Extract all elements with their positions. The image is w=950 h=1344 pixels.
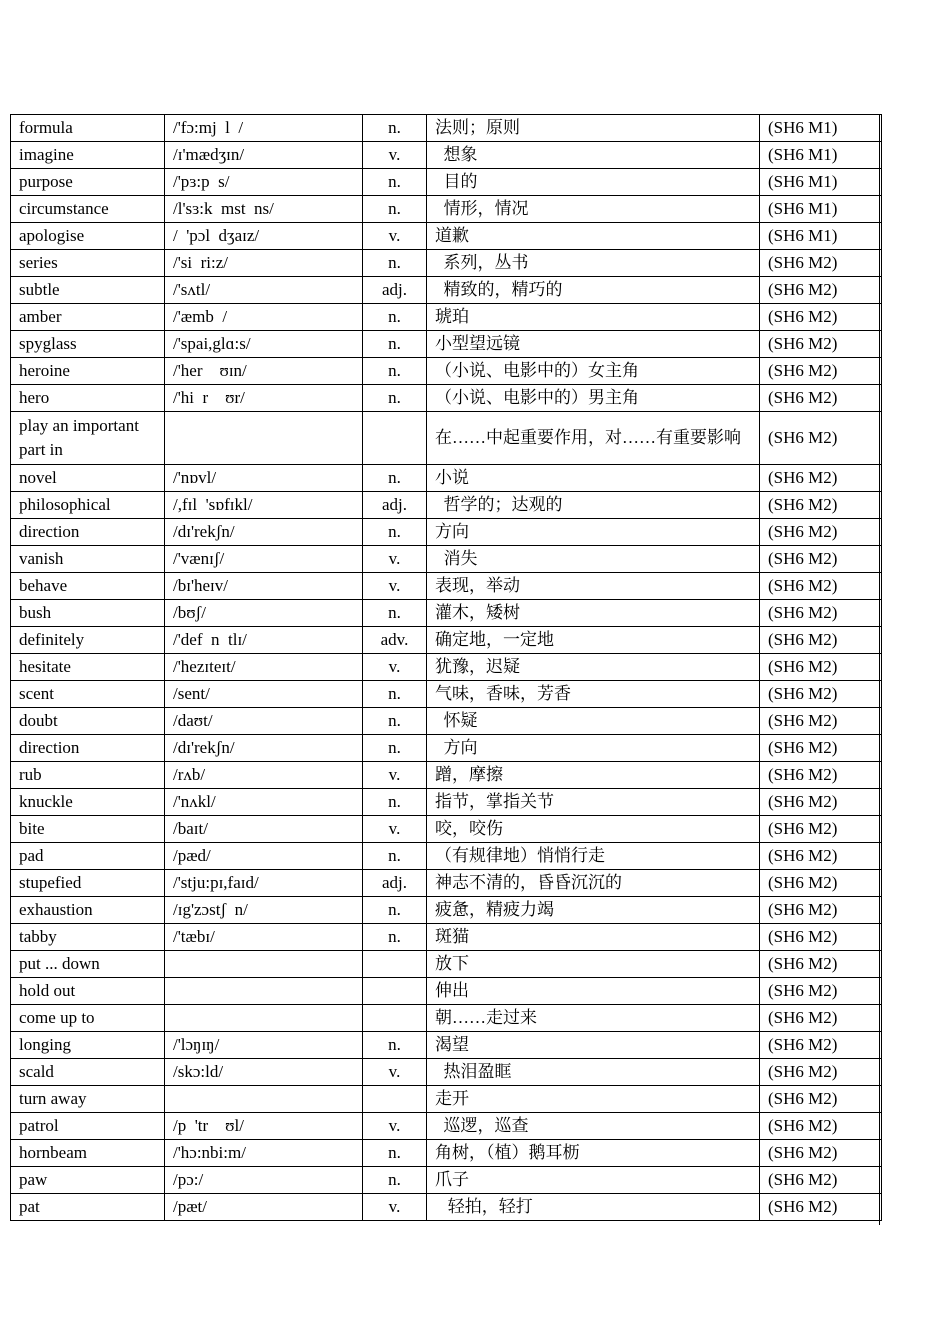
meaning-cell: 气味，香味，芳香 — [427, 681, 760, 708]
part-of-speech-cell — [363, 1005, 427, 1032]
word-cell: pat — [11, 1194, 165, 1221]
phonetic-cell: /'spai,glɑ:s/ — [165, 331, 363, 358]
meaning-cell: 想象 — [427, 142, 760, 169]
phonetic-cell: /l'sɜ:k mst ns/ — [165, 196, 363, 223]
source-cell: (SH6 M2) — [760, 1167, 882, 1194]
meaning-cell: 巡逻，巡查 — [427, 1113, 760, 1140]
source-cell: (SH6 M2) — [760, 627, 882, 654]
part-of-speech-cell: v. — [363, 816, 427, 843]
meaning-cell: 在……中起重要作用，对……有重要影响 — [427, 412, 760, 465]
source-cell: (SH6 M2) — [760, 1140, 882, 1167]
phonetic-cell: /pæt/ — [165, 1194, 363, 1221]
table-row — [11, 519, 882, 546]
source-cell: (SH6 M2) — [760, 951, 882, 978]
part-of-speech-cell: n. — [363, 385, 427, 412]
source-cell: (SH6 M1) — [760, 169, 882, 196]
word-cell: stupefied — [11, 870, 165, 897]
table-row — [11, 1005, 882, 1032]
source-cell: (SH6 M2) — [760, 304, 882, 331]
phonetic-cell: / 'pɔl dʒaɪz/ — [165, 223, 363, 250]
word-cell: bush — [11, 600, 165, 627]
phonetic-cell: /baɪt/ — [165, 816, 363, 843]
phonetic-cell: /ɪg'zɔstʃ n/ — [165, 897, 363, 924]
part-of-speech-cell: n. — [363, 519, 427, 546]
part-of-speech-cell: adj. — [363, 870, 427, 897]
phonetic-cell: /'nɒvl/ — [165, 465, 363, 492]
part-of-speech-cell — [363, 1086, 427, 1113]
table-row — [11, 358, 882, 385]
table-row — [11, 600, 882, 627]
part-of-speech-cell — [363, 951, 427, 978]
source-cell: (SH6 M2) — [760, 277, 882, 304]
table-row — [11, 924, 882, 951]
table-row — [11, 331, 882, 358]
table-row — [11, 492, 882, 519]
source-cell: (SH6 M2) — [760, 1194, 882, 1221]
word-cell: scent — [11, 681, 165, 708]
source-cell: (SH6 M1) — [760, 196, 882, 223]
part-of-speech-cell: v. — [363, 654, 427, 681]
table-row — [11, 277, 882, 304]
part-of-speech-cell: adv. — [363, 627, 427, 654]
table-row — [11, 115, 882, 142]
word-cell: philosophical — [11, 492, 165, 519]
source-cell: (SH6 M2) — [760, 735, 882, 762]
phonetic-cell: /ɪ'mædʒɪn/ — [165, 142, 363, 169]
part-of-speech-cell: n. — [363, 789, 427, 816]
phonetic-cell: /'hɔ:nbi:m/ — [165, 1140, 363, 1167]
source-cell: (SH6 M2) — [760, 519, 882, 546]
word-cell: direction — [11, 735, 165, 762]
word-cell: tabby — [11, 924, 165, 951]
word-cell: hero — [11, 385, 165, 412]
meaning-cell: 犹豫，迟疑 — [427, 654, 760, 681]
phonetic-cell: /'pɜ:p s/ — [165, 169, 363, 196]
part-of-speech-cell: v. — [363, 1059, 427, 1086]
source-cell: (SH6 M2) — [760, 708, 882, 735]
table-row — [11, 1059, 882, 1086]
table-row — [11, 1140, 882, 1167]
word-cell: purpose — [11, 169, 165, 196]
word-cell: behave — [11, 573, 165, 600]
word-cell: hesitate — [11, 654, 165, 681]
meaning-cell: （小说、电影中的）男主角 — [427, 385, 760, 412]
word-cell: scald — [11, 1059, 165, 1086]
table-row — [11, 1194, 882, 1221]
part-of-speech-cell: n. — [363, 358, 427, 385]
table-row — [11, 142, 882, 169]
meaning-cell: 放下 — [427, 951, 760, 978]
vocabulary-table-body — [11, 115, 882, 1221]
word-cell: heroine — [11, 358, 165, 385]
part-of-speech-cell: n. — [363, 1167, 427, 1194]
word-cell: pad — [11, 843, 165, 870]
meaning-cell: 琥珀 — [427, 304, 760, 331]
part-of-speech-cell: n. — [363, 681, 427, 708]
phonetic-cell: /daʊt/ — [165, 708, 363, 735]
word-cell: bite — [11, 816, 165, 843]
part-of-speech-cell: n. — [363, 250, 427, 277]
source-cell: (SH6 M2) — [760, 1005, 882, 1032]
meaning-cell: 哲学的；达观的 — [427, 492, 760, 519]
part-of-speech-cell: n. — [363, 196, 427, 223]
meaning-cell: 轻拍，轻打 — [427, 1194, 760, 1221]
source-cell: (SH6 M2) — [760, 762, 882, 789]
meaning-cell: 确定地，一定地 — [427, 627, 760, 654]
phonetic-cell: /pɔ:/ — [165, 1167, 363, 1194]
phonetic-cell: /'her ʊɪn/ — [165, 358, 363, 385]
table-row — [11, 465, 882, 492]
table-row — [11, 870, 882, 897]
phonetic-cell: /'æmb / — [165, 304, 363, 331]
word-cell: paw — [11, 1167, 165, 1194]
source-cell: (SH6 M2) — [760, 412, 882, 465]
word-cell: apologise — [11, 223, 165, 250]
table-row — [11, 304, 882, 331]
meaning-cell: 系列，丛书 — [427, 250, 760, 277]
meaning-cell: 热泪盈眶 — [427, 1059, 760, 1086]
phonetic-cell: /dɪ'rekʃn/ — [165, 519, 363, 546]
table-row — [11, 816, 882, 843]
source-cell: (SH6 M1) — [760, 223, 882, 250]
meaning-cell: 指节，掌指关节 — [427, 789, 760, 816]
meaning-cell: 小说 — [427, 465, 760, 492]
meaning-cell: 方向 — [427, 735, 760, 762]
phonetic-cell: /'si ri:z/ — [165, 250, 363, 277]
table-row — [11, 978, 882, 1005]
source-cell: (SH6 M1) — [760, 142, 882, 169]
part-of-speech-cell: adj. — [363, 277, 427, 304]
source-cell: (SH6 M2) — [760, 331, 882, 358]
word-cell: hornbeam — [11, 1140, 165, 1167]
source-cell: (SH6 M2) — [760, 870, 882, 897]
word-cell: series — [11, 250, 165, 277]
part-of-speech-cell — [363, 412, 427, 465]
part-of-speech-cell: v. — [363, 223, 427, 250]
meaning-cell: 方向 — [427, 519, 760, 546]
part-of-speech-cell: n. — [363, 897, 427, 924]
source-cell: (SH6 M2) — [760, 358, 882, 385]
part-of-speech-cell: v. — [363, 573, 427, 600]
table-row — [11, 897, 882, 924]
source-cell: (SH6 M2) — [760, 250, 882, 277]
source-cell: (SH6 M2) — [760, 681, 882, 708]
source-cell: (SH6 M2) — [760, 1032, 882, 1059]
table-row — [11, 546, 882, 573]
source-cell: (SH6 M2) — [760, 978, 882, 1005]
meaning-cell: 咬，咬伤 — [427, 816, 760, 843]
source-cell: (SH6 M1) — [760, 115, 882, 142]
vocabulary-table — [10, 114, 882, 1221]
meaning-cell: 精致的，精巧的 — [427, 277, 760, 304]
part-of-speech-cell — [363, 978, 427, 1005]
phonetic-cell: /'nʌkl/ — [165, 789, 363, 816]
phonetic-cell — [165, 1086, 363, 1113]
source-cell: (SH6 M2) — [760, 897, 882, 924]
phonetic-cell: /'vænɪʃ/ — [165, 546, 363, 573]
part-of-speech-cell: n. — [363, 735, 427, 762]
word-cell: vanish — [11, 546, 165, 573]
source-cell: (SH6 M2) — [760, 1113, 882, 1140]
phonetic-cell: /skɔ:ld/ — [165, 1059, 363, 1086]
table-row — [11, 1032, 882, 1059]
table-row — [11, 627, 882, 654]
part-of-speech-cell: n. — [363, 465, 427, 492]
phonetic-cell: /,fɪl 'sɒfɪkl/ — [165, 492, 363, 519]
source-cell: (SH6 M2) — [760, 1059, 882, 1086]
word-cell: turn away — [11, 1086, 165, 1113]
source-cell: (SH6 M2) — [760, 546, 882, 573]
source-cell: (SH6 M2) — [760, 600, 882, 627]
table-row — [11, 681, 882, 708]
table-row — [11, 735, 882, 762]
meaning-cell: 神志不清的，昏昏沉沉的 — [427, 870, 760, 897]
word-cell: doubt — [11, 708, 165, 735]
phonetic-cell — [165, 978, 363, 1005]
part-of-speech-cell: n. — [363, 169, 427, 196]
meaning-cell: 怀疑 — [427, 708, 760, 735]
part-of-speech-cell: n. — [363, 115, 427, 142]
meaning-cell: 朝……走过来 — [427, 1005, 760, 1032]
meaning-cell: 角树，（植）鹅耳枥 — [427, 1140, 760, 1167]
table-row — [11, 1086, 882, 1113]
meaning-cell: 走开 — [427, 1086, 760, 1113]
phonetic-cell: /'def n tlɪ/ — [165, 627, 363, 654]
word-cell: amber — [11, 304, 165, 331]
source-cell: (SH6 M2) — [760, 385, 882, 412]
word-cell: put ... down — [11, 951, 165, 978]
meaning-cell: 斑猫 — [427, 924, 760, 951]
part-of-speech-cell: n. — [363, 600, 427, 627]
phonetic-cell: /'fɔ:mj l / — [165, 115, 363, 142]
meaning-cell: 蹭，摩擦 — [427, 762, 760, 789]
word-cell: patrol — [11, 1113, 165, 1140]
table-row — [11, 843, 882, 870]
meaning-cell: 疲惫，精疲力竭 — [427, 897, 760, 924]
meaning-cell: 渴望 — [427, 1032, 760, 1059]
part-of-speech-cell: adj. — [363, 492, 427, 519]
table-row — [11, 654, 882, 681]
word-cell: longing — [11, 1032, 165, 1059]
word-cell: rub — [11, 762, 165, 789]
meaning-cell: 爪子 — [427, 1167, 760, 1194]
source-cell: (SH6 M2) — [760, 492, 882, 519]
phonetic-cell — [165, 412, 363, 465]
source-cell: (SH6 M2) — [760, 816, 882, 843]
word-cell: formula — [11, 115, 165, 142]
phonetic-cell: /'sʌtl/ — [165, 277, 363, 304]
phonetic-cell: /'tæbɪ/ — [165, 924, 363, 951]
table-row — [11, 385, 882, 412]
part-of-speech-cell: n. — [363, 708, 427, 735]
table-row — [11, 951, 882, 978]
phonetic-cell: /dɪ'rekʃn/ — [165, 735, 363, 762]
table-row — [11, 789, 882, 816]
table-row — [11, 762, 882, 789]
source-cell: (SH6 M2) — [760, 573, 882, 600]
phonetic-cell — [165, 951, 363, 978]
part-of-speech-cell: v. — [363, 1194, 427, 1221]
meaning-cell: 法则；原则 — [427, 115, 760, 142]
source-cell: (SH6 M2) — [760, 1086, 882, 1113]
part-of-speech-cell: v. — [363, 142, 427, 169]
meaning-cell: （小说、电影中的）女主角 — [427, 358, 760, 385]
word-cell: definitely — [11, 627, 165, 654]
table-row — [11, 708, 882, 735]
word-cell: play an important part in — [11, 412, 165, 465]
phonetic-cell: /'lɔŋɪŋ/ — [165, 1032, 363, 1059]
meaning-cell: 小型望远镜 — [427, 331, 760, 358]
source-cell: (SH6 M2) — [760, 924, 882, 951]
word-cell: circumstance — [11, 196, 165, 223]
part-of-speech-cell: n. — [363, 304, 427, 331]
source-cell: (SH6 M2) — [760, 843, 882, 870]
meaning-cell: 目的 — [427, 169, 760, 196]
part-of-speech-cell: n. — [363, 1140, 427, 1167]
part-of-speech-cell: v. — [363, 1113, 427, 1140]
meaning-cell: 道歉 — [427, 223, 760, 250]
word-cell: exhaustion — [11, 897, 165, 924]
word-cell: subtle — [11, 277, 165, 304]
word-cell: come up to — [11, 1005, 165, 1032]
table-row — [11, 1167, 882, 1194]
meaning-cell: 灌木，矮树 — [427, 600, 760, 627]
phonetic-cell: /rʌb/ — [165, 762, 363, 789]
phonetic-cell: /sent/ — [165, 681, 363, 708]
part-of-speech-cell: v. — [363, 762, 427, 789]
table-row — [11, 196, 882, 223]
phonetic-cell: /'hezɪteɪt/ — [165, 654, 363, 681]
source-cell: (SH6 M2) — [760, 654, 882, 681]
part-of-speech-cell: n. — [363, 1032, 427, 1059]
table-row — [11, 412, 882, 465]
meaning-cell: 表现，举动 — [427, 573, 760, 600]
word-cell: knuckle — [11, 789, 165, 816]
table-row — [11, 1113, 882, 1140]
table-right-rail — [876, 114, 880, 1225]
part-of-speech-cell: v. — [363, 546, 427, 573]
phonetic-cell: /'hi r ʊr/ — [165, 385, 363, 412]
table-row — [11, 223, 882, 250]
source-cell: (SH6 M2) — [760, 465, 882, 492]
meaning-cell: （有规律地）悄悄行走 — [427, 843, 760, 870]
phonetic-cell: /bʊʃ/ — [165, 600, 363, 627]
part-of-speech-cell: n. — [363, 843, 427, 870]
word-cell: imagine — [11, 142, 165, 169]
phonetic-cell: /p 'tr ʊl/ — [165, 1113, 363, 1140]
meaning-cell: 消失 — [427, 546, 760, 573]
word-cell: hold out — [11, 978, 165, 1005]
part-of-speech-cell: n. — [363, 924, 427, 951]
part-of-speech-cell: n. — [363, 331, 427, 358]
source-cell: (SH6 M2) — [760, 789, 882, 816]
word-cell: novel — [11, 465, 165, 492]
word-cell: spyglass — [11, 331, 165, 358]
word-cell: direction — [11, 519, 165, 546]
table-row — [11, 250, 882, 277]
table-row — [11, 573, 882, 600]
phonetic-cell: /'stju:pɪ,faɪd/ — [165, 870, 363, 897]
meaning-cell: 伸出 — [427, 978, 760, 1005]
phonetic-cell: /bɪ'heɪv/ — [165, 573, 363, 600]
phonetic-cell: /pæd/ — [165, 843, 363, 870]
phonetic-cell — [165, 1005, 363, 1032]
meaning-cell: 情形，情况 — [427, 196, 760, 223]
table-row — [11, 169, 882, 196]
